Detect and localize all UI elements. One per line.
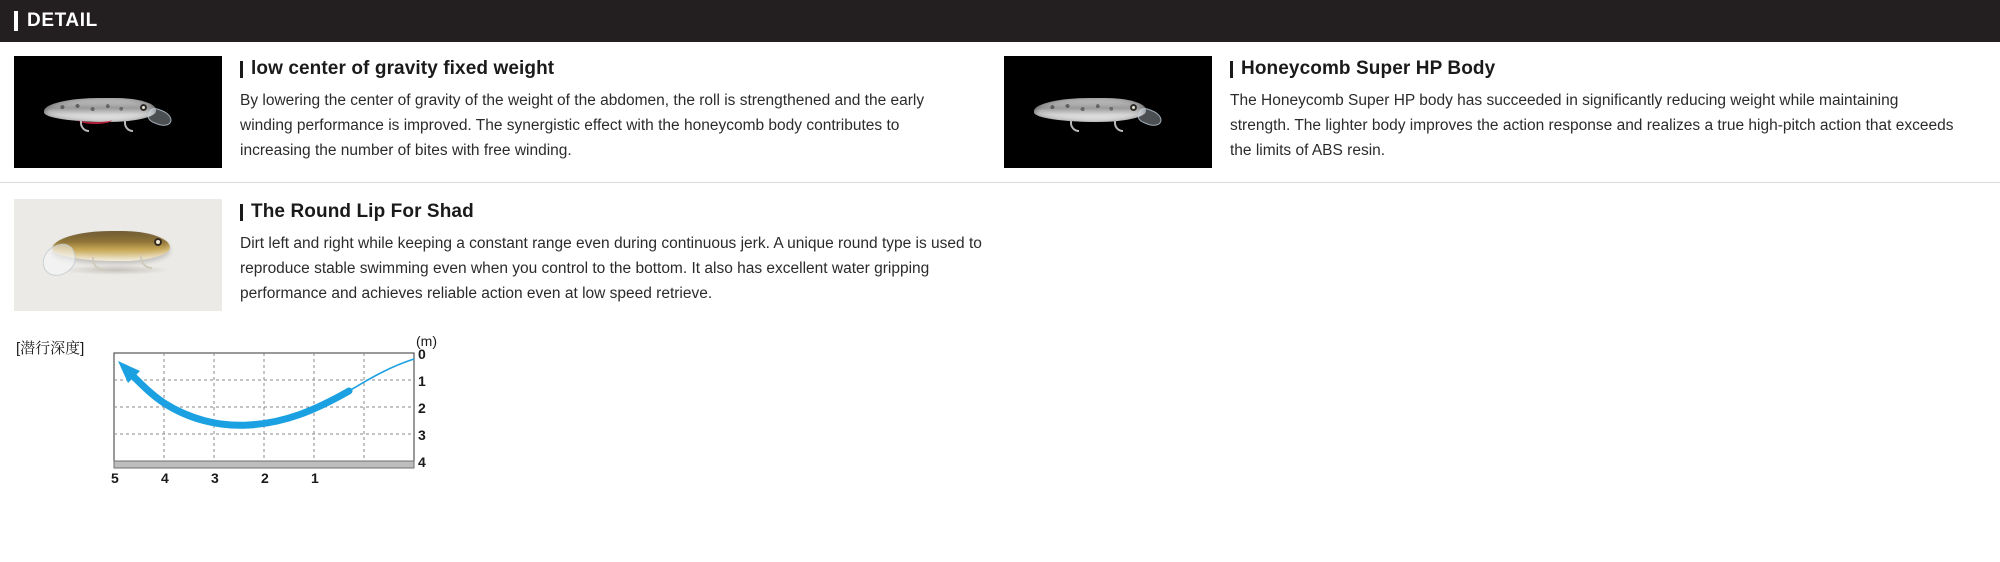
feature-image-1: [1004, 56, 1212, 168]
chart-canvas: [14, 331, 454, 481]
lure-icon: [44, 94, 172, 126]
feature-body-2: Dirt left and right while keeping a constant range even during continuous jerk. A unique round type is used to reproduce stable swimming even when you control to the bottom. It also has excellent water gripping performance and achieves reliable action even at low speed retrieve.: [240, 235, 982, 303]
header-accent-mark: [14, 11, 18, 31]
feature-title-text-2: The Round Lip For Shad: [251, 201, 474, 222]
title-tick-icon: [240, 204, 243, 221]
chart-title: [潜行深度]: [16, 340, 85, 357]
lure-icon: [1034, 94, 1162, 126]
y-tick-1: 1: [418, 373, 426, 389]
page-title: DETAIL: [27, 10, 98, 31]
feature-image-0: [14, 56, 222, 168]
title-tick-icon: [1230, 61, 1233, 78]
feature-block-0: [0, 56, 990, 168]
chart-unit-label: (m): [416, 333, 437, 349]
x-tick-4: 1: [311, 470, 319, 486]
feature-image-2: [14, 199, 222, 311]
feature-row-top: [0, 42, 2000, 183]
feature-body-1: The Honeycomb Super HP body has succeeded in significantly reducing weight while maintaining strength. The lighter body improves the action response and realizes a true high-pitch action that exceeds the limits of ABS resin.: [1230, 92, 1954, 160]
x-tick-0: 5: [111, 470, 119, 486]
x-tick-3: 2: [261, 470, 269, 486]
feature-block-1: [990, 56, 1980, 168]
x-tick-2: 3: [211, 470, 219, 486]
detail-header-bar: [0, 0, 2000, 42]
y-tick-2: 2: [418, 400, 426, 416]
feature-text-0: [222, 56, 990, 168]
round-lip-lure-icon: [36, 225, 186, 283]
feature-title-1: [1230, 58, 1962, 80]
x-tick-1: 4: [161, 470, 169, 486]
title-tick-icon: [240, 61, 243, 78]
feature-text-1: [1212, 56, 1980, 168]
feature-title-text-1: Honeycomb Super HP Body: [1241, 58, 1496, 79]
feature-title-2: [240, 201, 1982, 223]
feature-title-0: [240, 58, 972, 80]
feature-text-2: [222, 199, 2000, 311]
feature-row-bottom: [0, 183, 2000, 331]
y-tick-4: 4: [418, 454, 426, 470]
feature-body-0: By lowering the center of gravity of the weight of the abdomen, the roll is strengthened and the early winding performance is improved. The synergistic effect with the honeycomb body contributes to increasing the number of bites with free winding.: [240, 92, 925, 160]
y-tick-3: 3: [418, 427, 426, 443]
y-tick-0: 0: [418, 346, 426, 362]
dive-depth-chart: [14, 331, 454, 486]
feature-title-text-0: low center of gravity fixed weight: [251, 58, 555, 79]
